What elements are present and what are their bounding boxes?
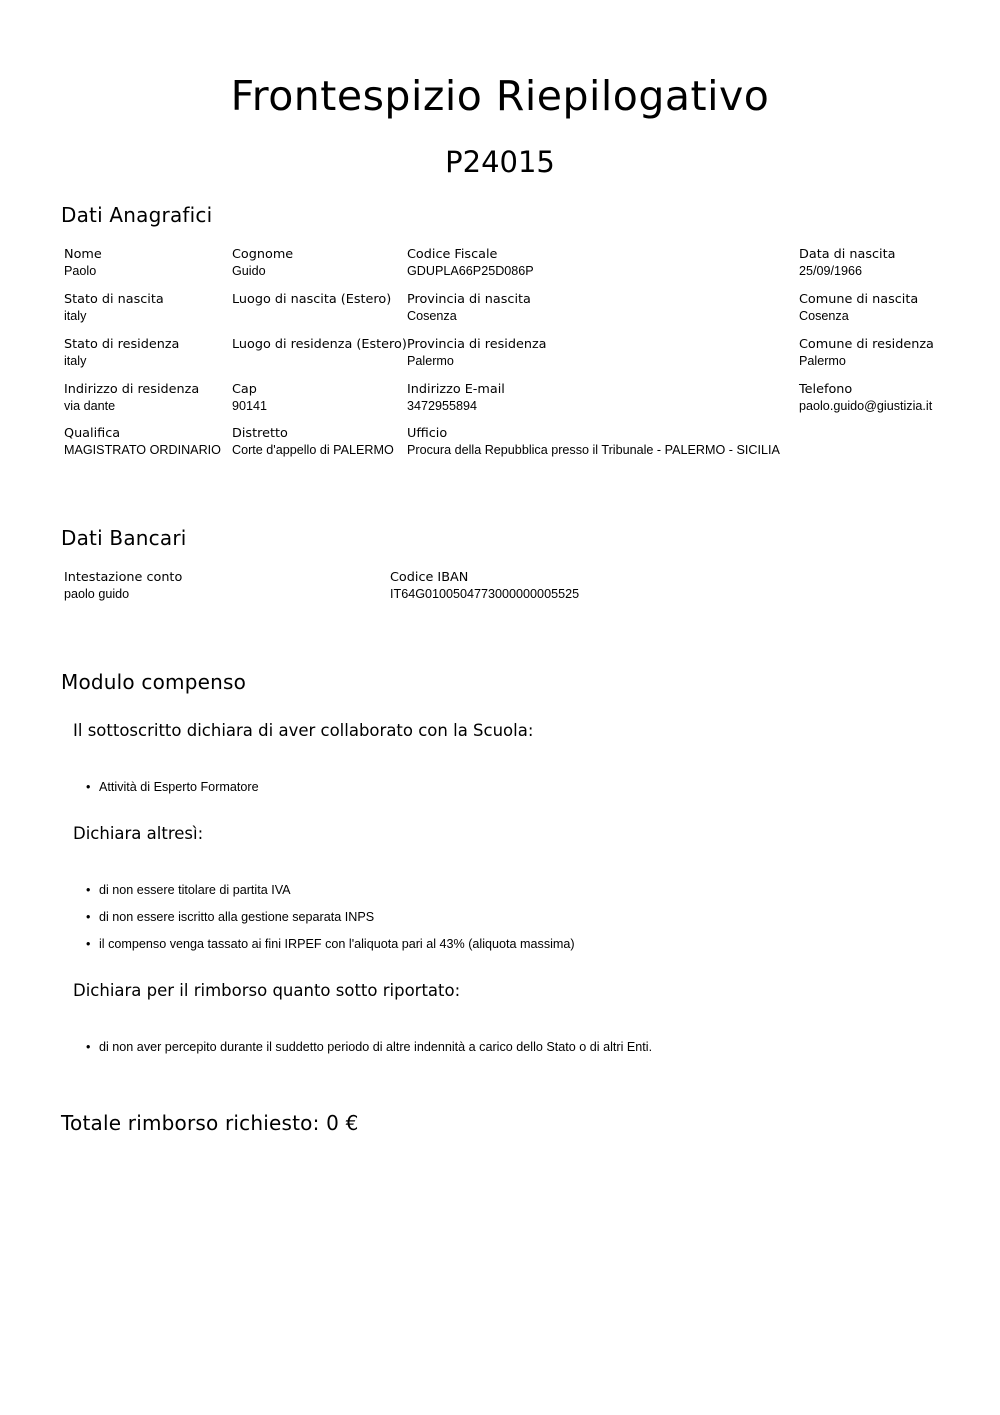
list-item-text: di non aver percepito durante il suddetto periodo di altre indennità a carico dello Stato o di altri Enti.: [99, 1040, 653, 1054]
field-label: Nome: [64, 247, 102, 262]
field-cognome: [232, 246, 293, 280]
field-label: Intestazione conto: [64, 570, 183, 585]
field-qualifica: [64, 425, 221, 459]
field-distretto: [232, 425, 394, 459]
field-label: Stato di nascita: [64, 292, 164, 307]
field-provincia-residenza: [407, 336, 547, 370]
field-indirizzo-residenza: [64, 381, 199, 415]
list-rimborso: [86, 1039, 652, 1066]
field-label: Data di nascita: [799, 247, 896, 262]
field-email: [407, 381, 505, 415]
section-title-anagrafica: Dati Anagrafici: [61, 203, 213, 227]
list-altresi: [86, 882, 575, 963]
field-value: Palermo: [407, 354, 454, 368]
list-item: [86, 936, 575, 963]
bullet-icon: •: [86, 780, 91, 794]
field-value: 3472955894: [407, 399, 478, 413]
document-title: Frontespizio Riepilogativo: [230, 72, 770, 120]
field-label: Cognome: [232, 247, 294, 262]
section-title-modulo: Modulo compenso: [61, 670, 247, 694]
field-cap: [232, 381, 267, 415]
field-value: 90141: [232, 399, 268, 413]
bullet-icon: •: [86, 937, 91, 951]
field-comune-residenza: [799, 336, 934, 370]
field-value: 25/09/1966: [799, 264, 863, 278]
list-item: [86, 909, 575, 936]
field-value: Palermo: [799, 354, 846, 368]
field-intestazione-conto: [64, 569, 182, 603]
field-label: Codice IBAN: [390, 570, 469, 585]
field-value: paolo guido: [64, 587, 130, 601]
field-codice-fiscale: [407, 246, 534, 280]
document-code: P24015: [445, 145, 555, 179]
totale-rimborso: Totale rimborso richiesto: 0 €: [61, 1111, 359, 1135]
list-collaborazione: [86, 779, 259, 806]
field-label: Telefono: [799, 382, 853, 397]
field-label: Provincia di nascita: [407, 292, 531, 307]
list-item-text: Attività di Esperto Formatore: [99, 780, 259, 794]
field-label: Cap: [232, 382, 257, 397]
field-value: via dante: [64, 399, 116, 413]
list-item-text: di non essere iscritto alla gestione separata INPS: [99, 910, 375, 924]
section-title-bancari: Dati Bancari: [61, 526, 187, 550]
field-telefono: [799, 381, 932, 415]
field-value: Cosenza: [799, 309, 849, 323]
field-luogo-nascita-estero: [232, 291, 391, 308]
field-comune-nascita: [799, 291, 918, 325]
bullet-icon: •: [86, 883, 91, 897]
field-nome: [64, 246, 102, 280]
field-value: Procura della Repubblica presso il Tribunale - PALERMO - SICILIA: [407, 443, 780, 457]
field-label: Luogo di nascita (Estero): [232, 292, 392, 307]
field-stato-nascita: [64, 291, 164, 325]
field-label: Ufficio: [407, 426, 448, 441]
field-label: Comune di residenza: [799, 337, 934, 352]
list-item: [86, 882, 575, 909]
field-value: IT64G0100504773000000005525: [390, 587, 580, 601]
bullet-icon: •: [86, 910, 91, 924]
field-label: Stato di residenza: [64, 337, 180, 352]
field-label: Provincia di residenza: [407, 337, 547, 352]
list-item-text: il compenso venga tassato ai fini IRPEF con l'aliquota pari al 43% (aliquota massima): [99, 937, 575, 951]
field-label: Indirizzo di residenza: [64, 382, 200, 397]
field-value: Corte d'appello di PALERMO: [232, 443, 394, 457]
field-codice-iban: [390, 569, 579, 603]
field-stato-residenza: [64, 336, 179, 370]
field-label: Comune di nascita: [799, 292, 919, 307]
field-label: Distretto: [232, 426, 288, 441]
field-label: Indirizzo E-mail: [407, 382, 505, 397]
field-label: Codice Fiscale: [407, 247, 498, 262]
heading-rimborso: Dichiara per il rimborso quanto sotto riportato:: [73, 981, 461, 1000]
heading-collaborazione: Il sottoscritto dichiara di aver collaborato con la Scuola:: [73, 721, 534, 740]
field-value: Cosenza: [407, 309, 457, 323]
list-item: [86, 779, 259, 806]
field-ufficio: [407, 425, 780, 459]
field-value: italy: [64, 354, 87, 368]
field-value: Paolo: [64, 264, 97, 278]
field-data-nascita: [799, 246, 895, 280]
list-item: [86, 1039, 652, 1066]
field-value: italy: [64, 309, 87, 323]
field-label: Qualifica: [64, 426, 121, 441]
bullet-icon: •: [86, 1040, 91, 1054]
field-value: Guido: [232, 264, 266, 278]
field-luogo-residenza-estero: [232, 336, 407, 353]
field-value: GDUPLA66P25D086P: [407, 264, 534, 278]
field-value: paolo.guido@giustizia.it: [799, 399, 933, 413]
heading-altresi: Dichiara altresì:: [73, 824, 204, 843]
field-value: MAGISTRATO ORDINARIO: [64, 443, 221, 457]
field-provincia-nascita: [407, 291, 531, 325]
list-item-text: di non essere titolare di partita IVA: [99, 883, 291, 897]
field-label: Luogo di residenza (Estero): [232, 337, 407, 352]
